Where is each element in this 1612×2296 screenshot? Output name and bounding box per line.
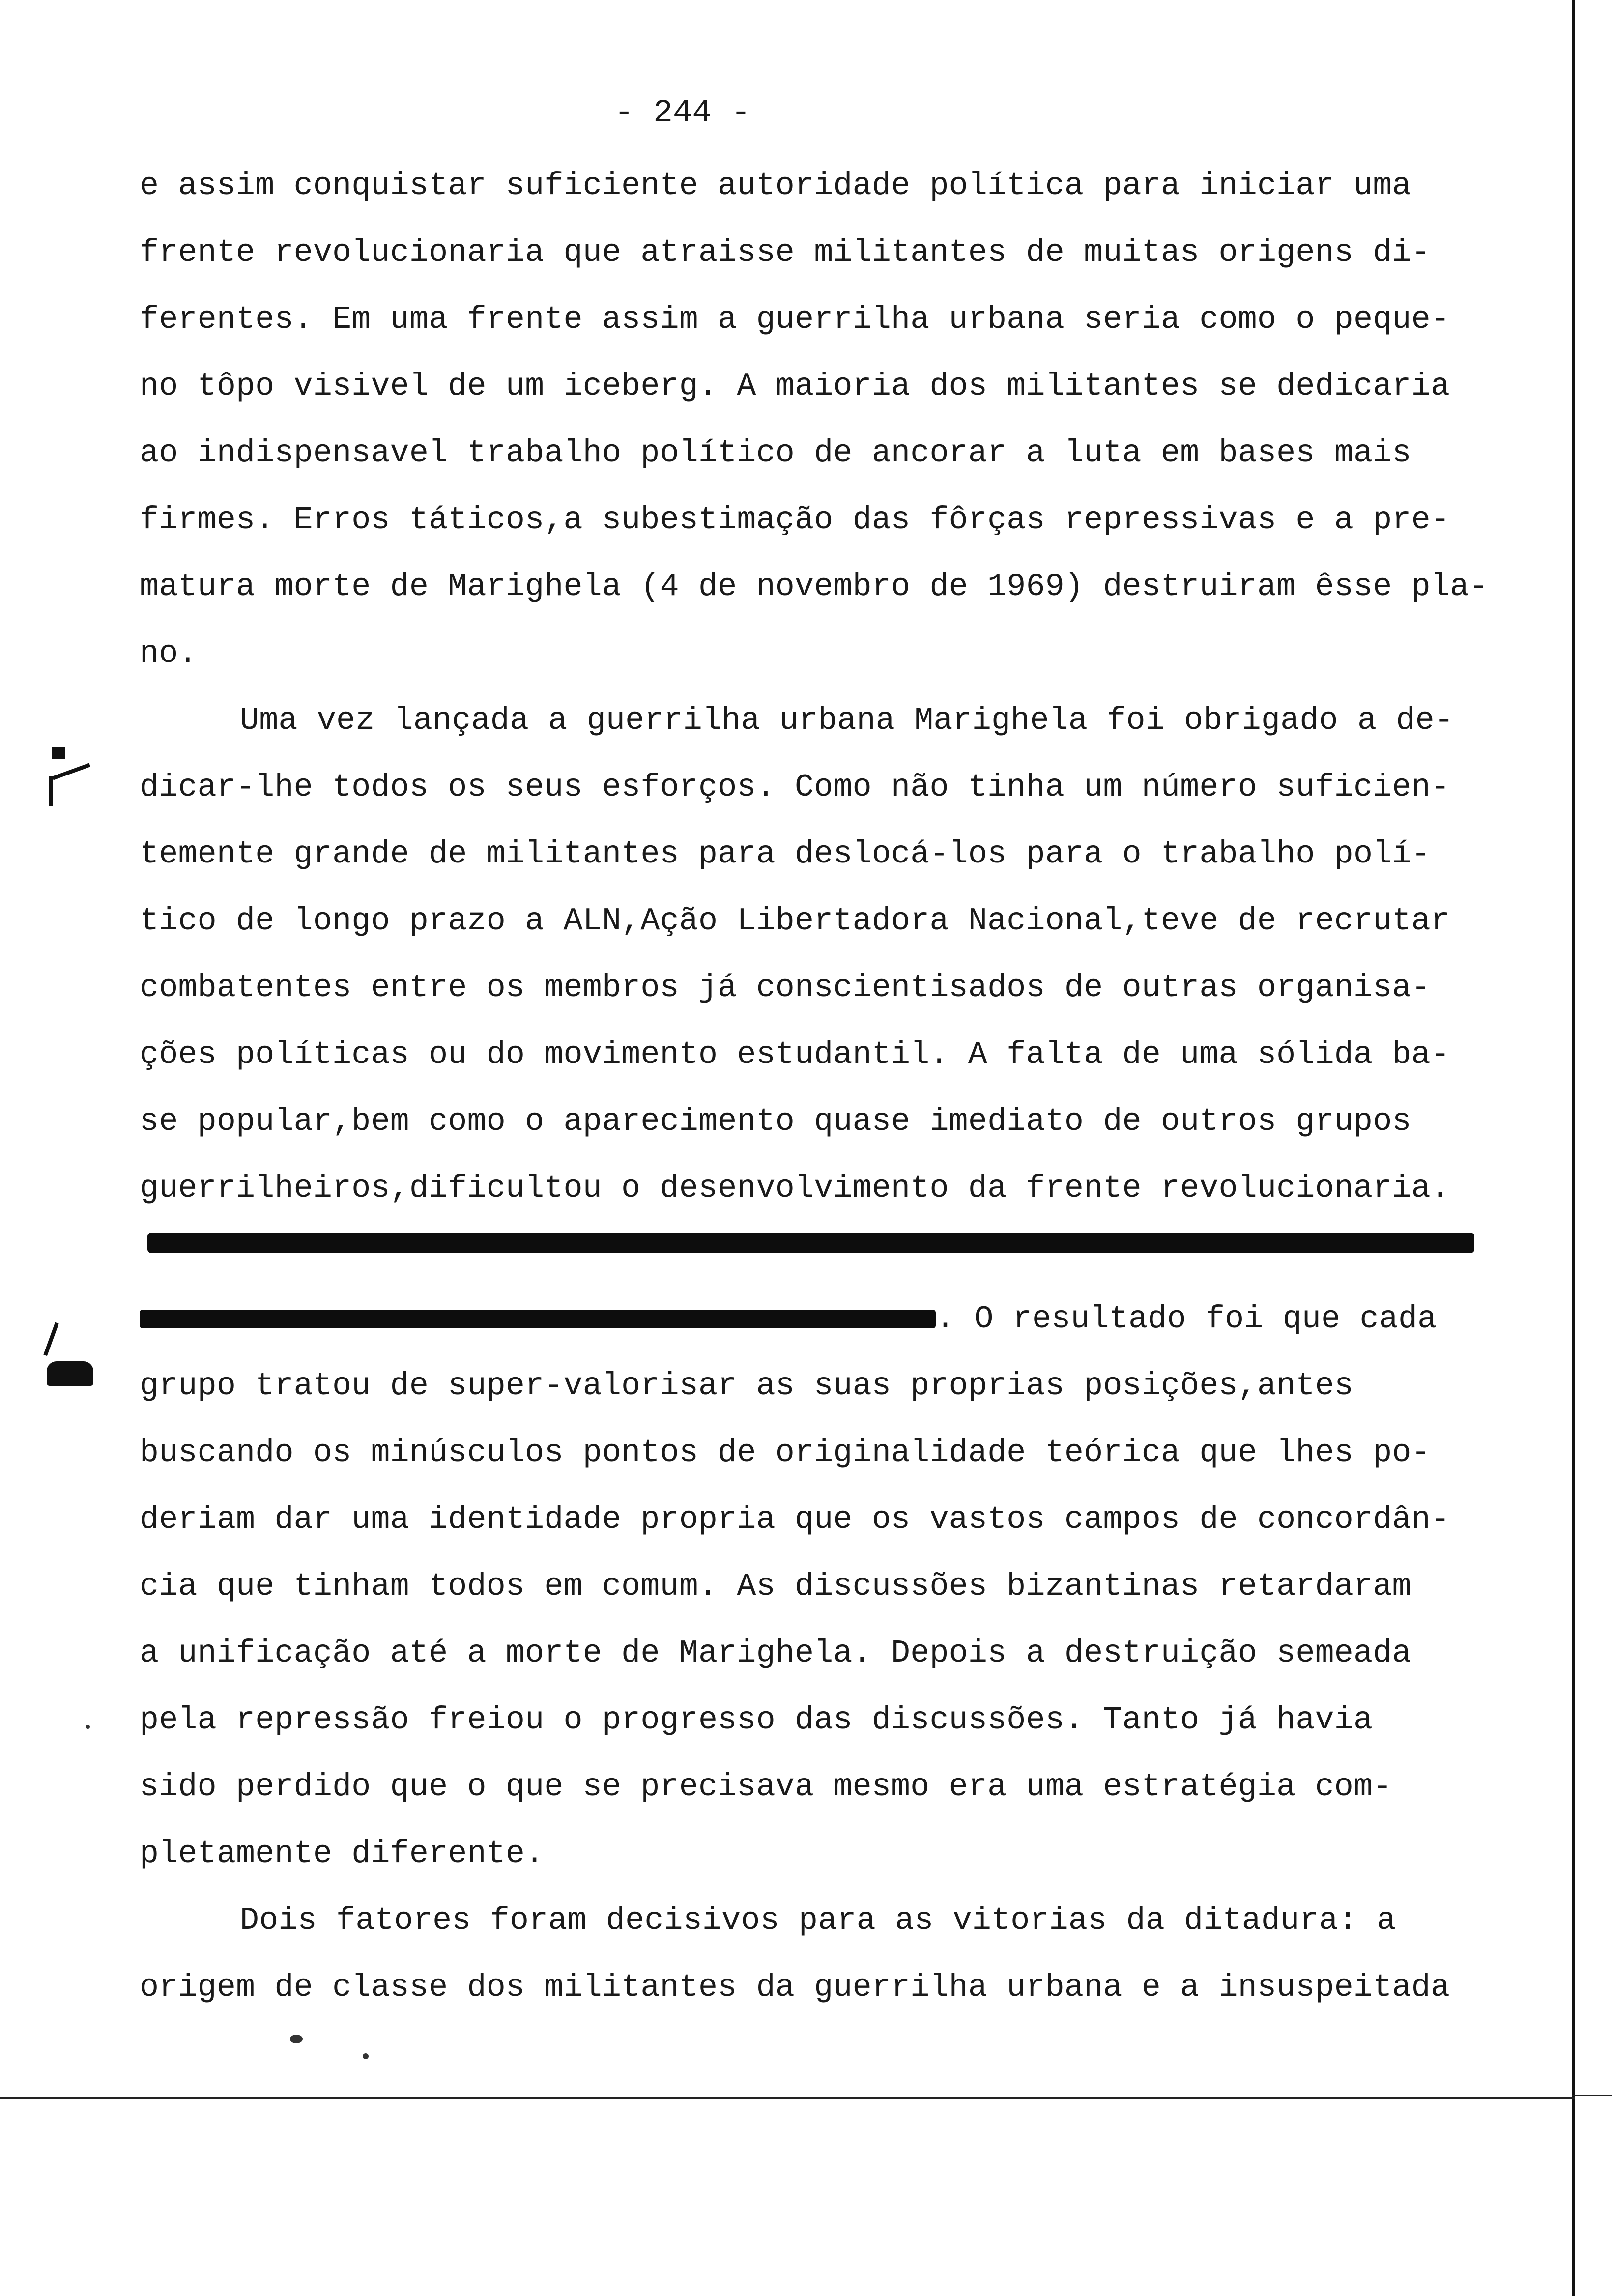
text-line: firmes. Erros táticos,a subestimação das fôrças repressivas e a pre- [140, 502, 1450, 538]
text-line: cia que tinham todos em comum. As discussões bizantinas retardaram [140, 1568, 1411, 1605]
text-line: a unificação até a morte de Marighela. Depois a destruição semeada [140, 1635, 1411, 1671]
text-line: Dois fatores foram decisivos para as vitorias da ditadura: a [240, 1902, 1396, 1939]
paper-speck [363, 2053, 369, 2059]
text-line: sido perdido que o que se precisava mesmo era uma estratégia com- [140, 1769, 1392, 1805]
text-line: combatentes entre os membros já conscientisados de outras organisa- [140, 970, 1431, 1006]
text-line: tico de longo prazo a ALN,Ação Libertadora Nacional,teve de recrutar [140, 903, 1450, 939]
text-line: origem de classe dos militantes da guerrilha urbana e a insuspeitada [140, 1969, 1450, 2006]
scan-edge-rule [1572, 0, 1575, 2296]
text-line: e assim conquistar suficiente autoridade política para iniciar uma [140, 168, 1411, 204]
text-line: dicar-lhe todos os seus esforços. Como não tinha um número suficien- [140, 769, 1450, 805]
scan-bottom-rule [0, 2097, 1575, 2099]
text-line: ções políticas ou do movimento estudantil. A falta de uma sólida ba- [140, 1036, 1450, 1073]
binding-mark [52, 747, 65, 759]
binding-mark [49, 776, 53, 806]
text-line: temente grande de militantes para deslocá-los para o trabalho polí- [140, 836, 1431, 872]
binding-mark [52, 763, 90, 780]
text-line: no. [140, 635, 198, 672]
text-line: guerrilheiros,dificultou o desenvolvimento da frente revolucionaria. [140, 1170, 1450, 1206]
text-line: buscando os minúsculos pontos de originalidade teórica que lhes po- [140, 1435, 1431, 1471]
paper-speck [86, 1725, 90, 1729]
text-line: matura morte de Marighela (4 de novembro de 1969) destruiram êsse pla- [140, 569, 1489, 605]
redaction-bar [147, 1233, 1474, 1253]
binding-mark [43, 1322, 58, 1356]
page-number: - 244 - [614, 94, 751, 131]
text-line-redacted [140, 1299, 1437, 1339]
text-line: no tôpo visivel de um iceberg. A maioria dos militantes se dedicaria [140, 368, 1450, 404]
text-line: . O resultado foi que cada [936, 1301, 1437, 1337]
redaction-bar [140, 1310, 936, 1328]
text-line: ao indispensavel trabalho político de ancorar a luta em bases mais [140, 435, 1411, 471]
text-line: grupo tratou de super-valorisar as suas proprias posições,antes [140, 1368, 1353, 1404]
binding-mark [47, 1361, 93, 1386]
text-line: frente revolucionaria que atraisse militantes de muitas origens di- [140, 234, 1431, 271]
text-line: Uma vez lançada a guerrilha urbana Marighela foi obrigado a de- [240, 702, 1454, 739]
scan-bottom-rule [1572, 2095, 1612, 2096]
text-line: pletamente diferente. [140, 1836, 545, 1872]
paper-speck [290, 2035, 303, 2043]
text-line: se popular,bem como o aparecimento quase imediato de outros grupos [140, 1103, 1411, 1140]
text-line: ferentes. Em uma frente assim a guerrilha urbana seria como o peque- [140, 301, 1450, 338]
text-line: deriam dar uma identidade propria que os vastos campos de concordân- [140, 1501, 1450, 1538]
text-line: pela repressão freiou o progresso das discussões. Tanto já havia [140, 1702, 1373, 1738]
